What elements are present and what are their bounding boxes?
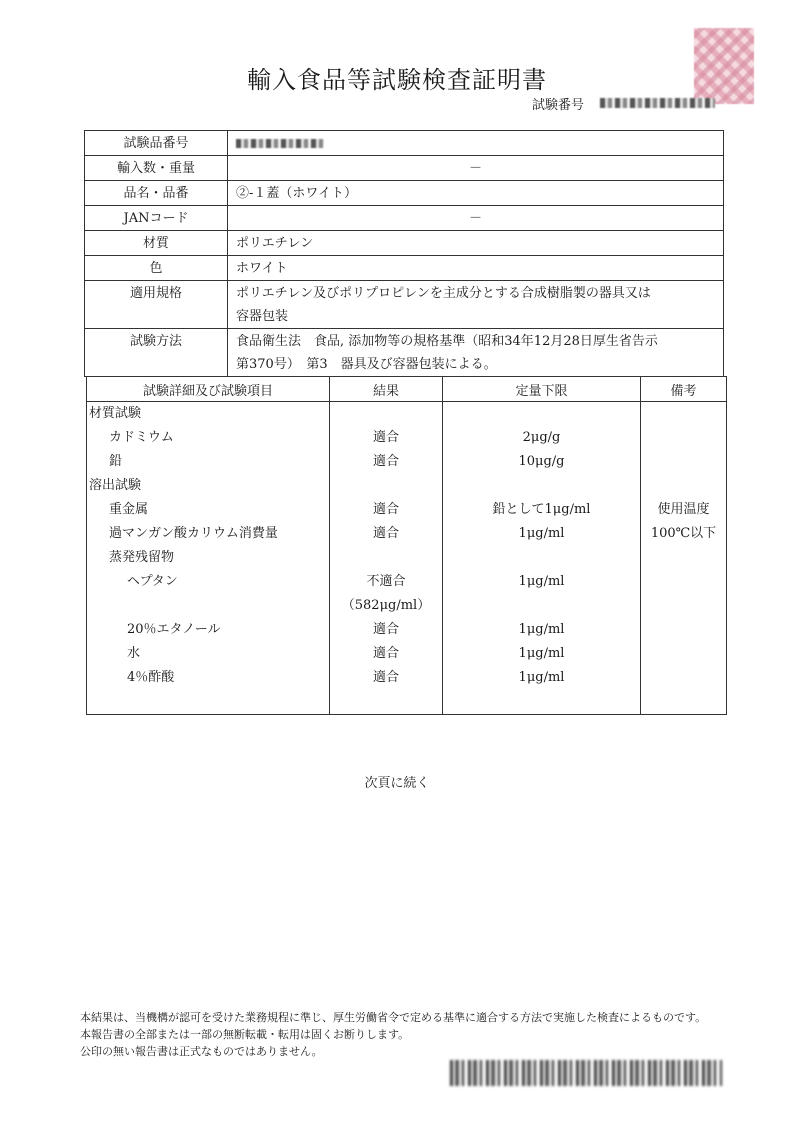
info-label: 色	[85, 256, 228, 281]
test-item: ヘプタン	[127, 574, 178, 589]
result-value: 適合	[372, 646, 399, 661]
info-row	[85, 181, 724, 206]
limit-value: 1μg/ml	[518, 526, 565, 541]
test-item: 鉛	[109, 454, 123, 469]
limit-value: 1μg/ml	[518, 622, 565, 637]
info-table	[84, 130, 724, 377]
remarks-column	[641, 402, 727, 715]
test-item: 20％エタノール	[127, 622, 221, 637]
footer-line: 公印の無い報告書は正式なものではありません。	[80, 1045, 323, 1058]
remarks-text: 使用温度	[657, 502, 710, 517]
remarks-spacer	[641, 402, 726, 426]
header-result: 結果	[330, 377, 443, 402]
result-value: 適合	[372, 502, 399, 517]
header-test-item: 試験詳細及び試験項目	[87, 377, 330, 402]
info-row	[85, 256, 724, 281]
limit-value	[443, 594, 640, 618]
test-item: 蒸発残留物	[109, 550, 175, 565]
limit-value: 1μg/ml	[518, 670, 565, 685]
official-seal	[694, 28, 754, 104]
info-label: 輸入数・重量	[85, 156, 228, 181]
header-remarks: 備考	[641, 377, 727, 402]
limit-value: 1μg/ml	[518, 646, 565, 661]
info-value-line: ポリエチレン及びポリプロピレンを主成分とする合成樹脂製の器具又は	[236, 285, 651, 301]
result-value: 適合	[372, 430, 399, 445]
info-label: 試験品番号	[85, 131, 228, 156]
test-item: 水	[127, 646, 141, 661]
info-row	[85, 131, 724, 156]
info-value	[228, 281, 724, 329]
test-item: 溶出試験	[89, 478, 142, 493]
limit-column	[443, 402, 641, 715]
info-row	[85, 231, 724, 256]
info-value: －	[228, 156, 724, 181]
limit-value	[443, 402, 640, 426]
info-value-line: 第370号） 第3 器具及び容器包装による。	[236, 356, 497, 372]
remarks-spacer	[641, 450, 726, 474]
info-row	[85, 329, 724, 377]
barcode-redacted	[450, 1060, 722, 1086]
test-number-label: 試験番号	[532, 98, 585, 113]
result-value: （582μg/ml）	[341, 598, 431, 613]
info-label: 適用規格	[85, 281, 228, 329]
info-value: ホワイト	[228, 256, 724, 281]
result-value: 適合	[372, 622, 399, 637]
info-value-line: 容器包装	[236, 308, 289, 324]
info-label: JANコード	[85, 206, 228, 231]
info-row	[85, 281, 724, 329]
test-item: 過マンガン酸カリウム消費量	[109, 526, 278, 541]
info-value: －	[228, 206, 724, 231]
info-row	[85, 156, 724, 181]
test-item: 重金属	[109, 502, 149, 517]
test-item: 材質試験	[89, 406, 142, 421]
footer-notes	[80, 1009, 706, 1060]
header-limit: 定量下限	[443, 377, 641, 402]
limit-value: 2μg/g	[522, 430, 561, 445]
result-value: 適合	[372, 526, 399, 541]
results-body-row	[87, 402, 727, 715]
footer-line: 本結果は、当機構が認可を受けた業務規程に準じ、厚生労働省令で定める基準に適合する方法で実施した検査によるものです。	[80, 1011, 707, 1024]
limit-value	[443, 474, 640, 498]
info-row	[85, 206, 724, 231]
results-header-row	[87, 377, 727, 402]
remarks-spacer	[641, 426, 726, 450]
test-item-column	[87, 402, 330, 715]
info-value	[228, 131, 724, 156]
sample-number-redacted	[236, 139, 324, 148]
test-item	[87, 594, 329, 618]
results-table	[86, 376, 727, 715]
test-number-redacted	[600, 98, 715, 108]
remarks-text: 100℃以下	[650, 526, 717, 541]
limit-value	[443, 546, 640, 570]
info-label: 材質	[85, 231, 228, 256]
continued-note: 次頁に続く	[364, 776, 430, 791]
footer-line: 本報告書の全部または一部の無断転載・転用は固くお断りします。	[80, 1028, 410, 1041]
result-column	[330, 402, 443, 715]
test-item: 4％酢酸	[127, 670, 175, 685]
info-label: 品名・品番	[85, 181, 228, 206]
info-value: ②-１蓋（ホワイト）	[228, 181, 724, 206]
remarks-spacer	[641, 474, 726, 498]
info-value-line: 食品衛生法 食品, 添加物等の規格基準（昭和34年12月28日厚生省告示	[236, 333, 658, 349]
limit-value: 1μg/ml	[518, 574, 565, 589]
result-value: 適合	[372, 454, 399, 469]
result-value	[330, 474, 442, 498]
result-value	[330, 546, 442, 570]
result-value	[330, 402, 442, 426]
limit-value: 鉛として1μg/ml	[492, 502, 591, 517]
test-item: カドミウム	[109, 430, 174, 445]
info-value	[228, 329, 724, 377]
info-label: 試験方法	[85, 329, 228, 377]
result-value: 適合	[372, 670, 399, 685]
result-value: 不適合	[366, 574, 406, 589]
limit-value: 10μg/g	[518, 454, 565, 469]
info-value: ポリエチレン	[228, 231, 724, 256]
document-title: 輸入食品等試験検査証明書	[247, 66, 547, 94]
